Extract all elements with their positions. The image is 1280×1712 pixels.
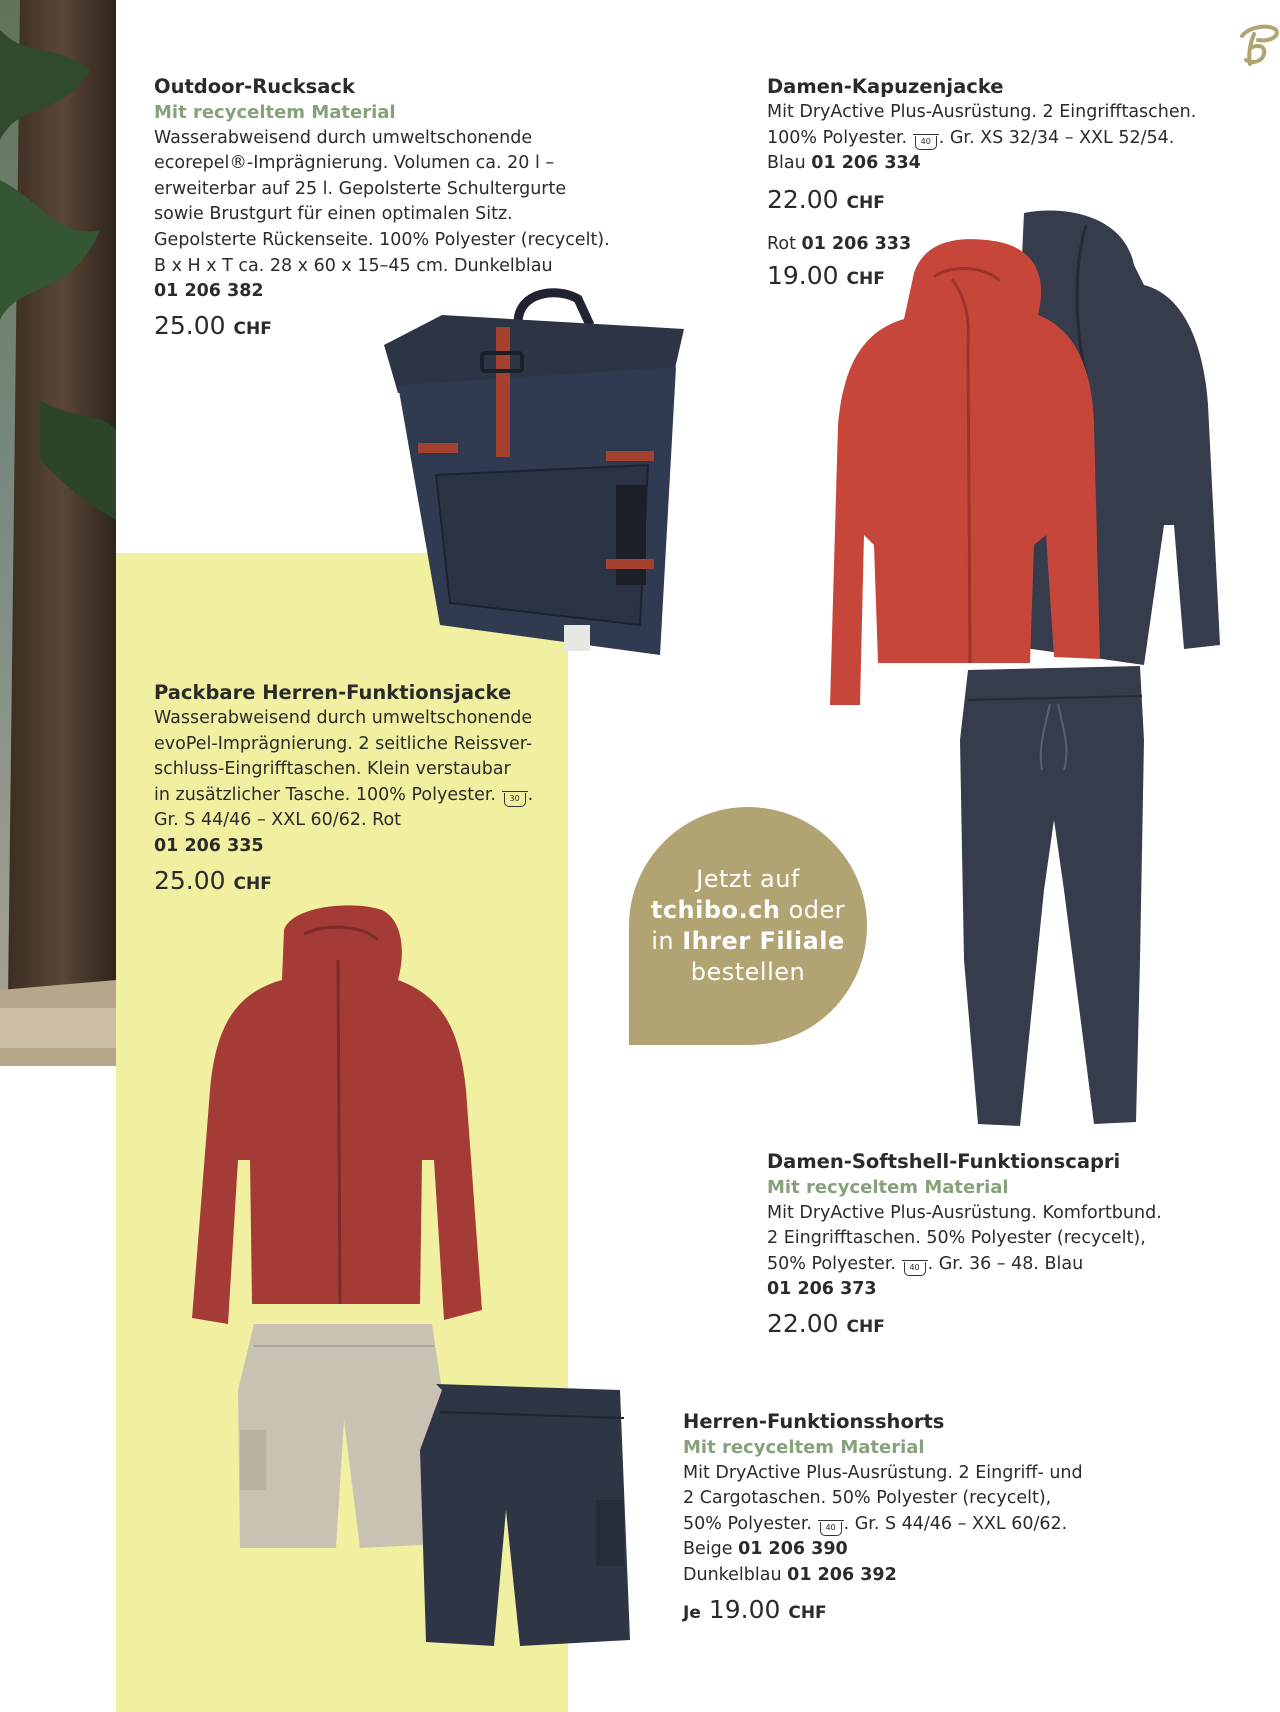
description-line: Mit DryActive Plus-Ausrüstung. Komfortbund. xyxy=(767,1202,1162,1223)
currency: CHF xyxy=(788,1602,827,1623)
price-value: 22.00 xyxy=(767,1308,839,1338)
description-text: 100% Polyester. xyxy=(767,127,908,148)
product-subtitle: Mit recyceltem Material xyxy=(767,1177,1009,1198)
wash-symbol-icon: 40 xyxy=(915,136,937,150)
price-prefix: Je xyxy=(683,1602,701,1623)
product-title: Outdoor-Rucksack xyxy=(154,75,355,98)
description-line: Gr. S 44/46 – XXL 60/62. Rot xyxy=(154,810,402,831)
description-line: Mit DryActive Plus-Ausrüstung. 2 Eingrifftaschen. xyxy=(767,102,1197,122)
description-line: B x H x T ca. 28 x 60 x 15–45 cm. Dunkelblau xyxy=(154,255,553,276)
badge-line: Jetzt auf xyxy=(696,865,800,893)
product-subtitle: Mit recyceltem Material xyxy=(683,1437,925,1458)
price-value: 25.00 xyxy=(154,865,226,895)
description-line xyxy=(154,783,533,809)
currency: CHF xyxy=(233,318,272,339)
shorts-image xyxy=(236,1320,630,1654)
price-value: 19.00 xyxy=(708,1594,781,1624)
description-line: Mit DryActive Plus-Ausrüstung. 2 Eingriff- und xyxy=(683,1462,1083,1483)
hoodie-image xyxy=(824,205,1234,714)
description-line: Wasserabweisend durch umweltschonende xyxy=(154,127,533,148)
article-number: 01 206 334 xyxy=(811,153,921,174)
badge-text: in xyxy=(651,927,683,955)
description-line: erweiterbar auf 25 l. Gepolsterte Schultergurte xyxy=(154,178,567,199)
article-number: 01 206 335 xyxy=(154,835,264,856)
price xyxy=(767,1307,1162,1344)
article-number: 01 206 392 xyxy=(787,1564,897,1585)
description-line xyxy=(767,1252,1162,1278)
description-line: schluss-Eingrifftaschen. Klein verstaubar xyxy=(154,759,511,780)
description-line xyxy=(683,1512,1083,1538)
price xyxy=(683,1593,1083,1630)
wash-symbol-icon: 40 xyxy=(820,1522,842,1536)
jacket-image xyxy=(192,900,486,1332)
capri-pants-image xyxy=(954,660,1149,1131)
variant-line xyxy=(767,151,1196,177)
product-subtitle: Mit recyceltem Material xyxy=(154,102,396,123)
variant-color: Dunkelblau xyxy=(683,1564,782,1585)
backpack-image xyxy=(378,285,690,674)
product-shorts xyxy=(683,1409,1083,1630)
product-jacket xyxy=(154,680,533,901)
product-title: Packbare Herren-Funktionsjacke xyxy=(154,681,512,704)
badge-line xyxy=(629,926,867,957)
product-title: Damen-Kapuzenjacke xyxy=(767,75,1004,98)
description-text: 50% Polyester. xyxy=(767,1253,896,1274)
tree-photo xyxy=(0,0,116,1066)
variant-color: Rot xyxy=(767,233,796,254)
description-line: ecorepel®-Imprägnierung. Volumen ca. 20 l – xyxy=(154,153,555,174)
description-text: . xyxy=(527,784,534,805)
product-capri xyxy=(767,1149,1162,1344)
price-value: 25.00 xyxy=(154,310,226,340)
price xyxy=(154,864,533,901)
article-number: 01 206 382 xyxy=(154,281,264,302)
wash-symbol-icon: 30 xyxy=(504,793,526,807)
description-line: 2 Eingrifftaschen. 50% Polyester (recycelt), xyxy=(767,1228,1146,1249)
currency: CHF xyxy=(846,269,885,290)
variant-color: Blau xyxy=(767,153,806,174)
article-number: 01 206 333 xyxy=(801,233,912,254)
description-line xyxy=(767,126,1196,152)
badge-store: Ihrer Filiale xyxy=(682,927,845,955)
badge-line xyxy=(629,895,867,926)
variant-line xyxy=(683,1537,1083,1563)
order-badge xyxy=(629,807,867,1045)
description-line: Gepolsterte Rückenseite. 100% Polyester (recycelt). xyxy=(154,229,610,250)
description-line: 2 Cargotaschen. 50% Polyester (recycelt), xyxy=(683,1488,1052,1509)
article-number: 01 206 390 xyxy=(738,1539,848,1560)
badge-line: bestellen xyxy=(690,958,806,986)
badge-domain: tchibo.ch xyxy=(650,896,781,924)
currency: CHF xyxy=(233,873,272,894)
description-text: . Gr. S 44/46 – XXL 60/62. xyxy=(843,1513,1068,1534)
wash-symbol-icon: 40 xyxy=(904,1262,926,1276)
description-text: 50% Polyester. xyxy=(683,1513,812,1534)
article-number: 01 206 373 xyxy=(767,1279,877,1300)
price-value: 19.00 xyxy=(767,261,839,291)
currency: CHF xyxy=(846,192,885,213)
variant-color: Beige xyxy=(683,1539,733,1560)
description-line: Wasserabweisend durch umweltschonende xyxy=(154,708,533,728)
description-line: evoPel-Imprägnierung. 2 seitliche Reissver- xyxy=(154,733,533,754)
description-text: . Gr. XS 32/34 – XXL 52/54. xyxy=(938,127,1175,148)
description-line: sowie Brustgurt für einen optimalen Sitz. xyxy=(154,204,513,225)
description-text: in zusätzlicher Tasche. 100% Polyester. xyxy=(154,784,496,805)
tchibo-logo-icon xyxy=(1236,22,1280,68)
currency: CHF xyxy=(846,1316,885,1337)
product-title: Herren-Funktionsshorts xyxy=(683,1410,945,1433)
product-title: Damen-Softshell-Funktionscapri xyxy=(767,1150,1121,1173)
variant-line xyxy=(683,1563,1083,1589)
badge-text: oder xyxy=(780,896,846,924)
price-value: 22.00 xyxy=(767,184,839,214)
description-text: . Gr. 36 – 48. Blau xyxy=(927,1253,1084,1274)
